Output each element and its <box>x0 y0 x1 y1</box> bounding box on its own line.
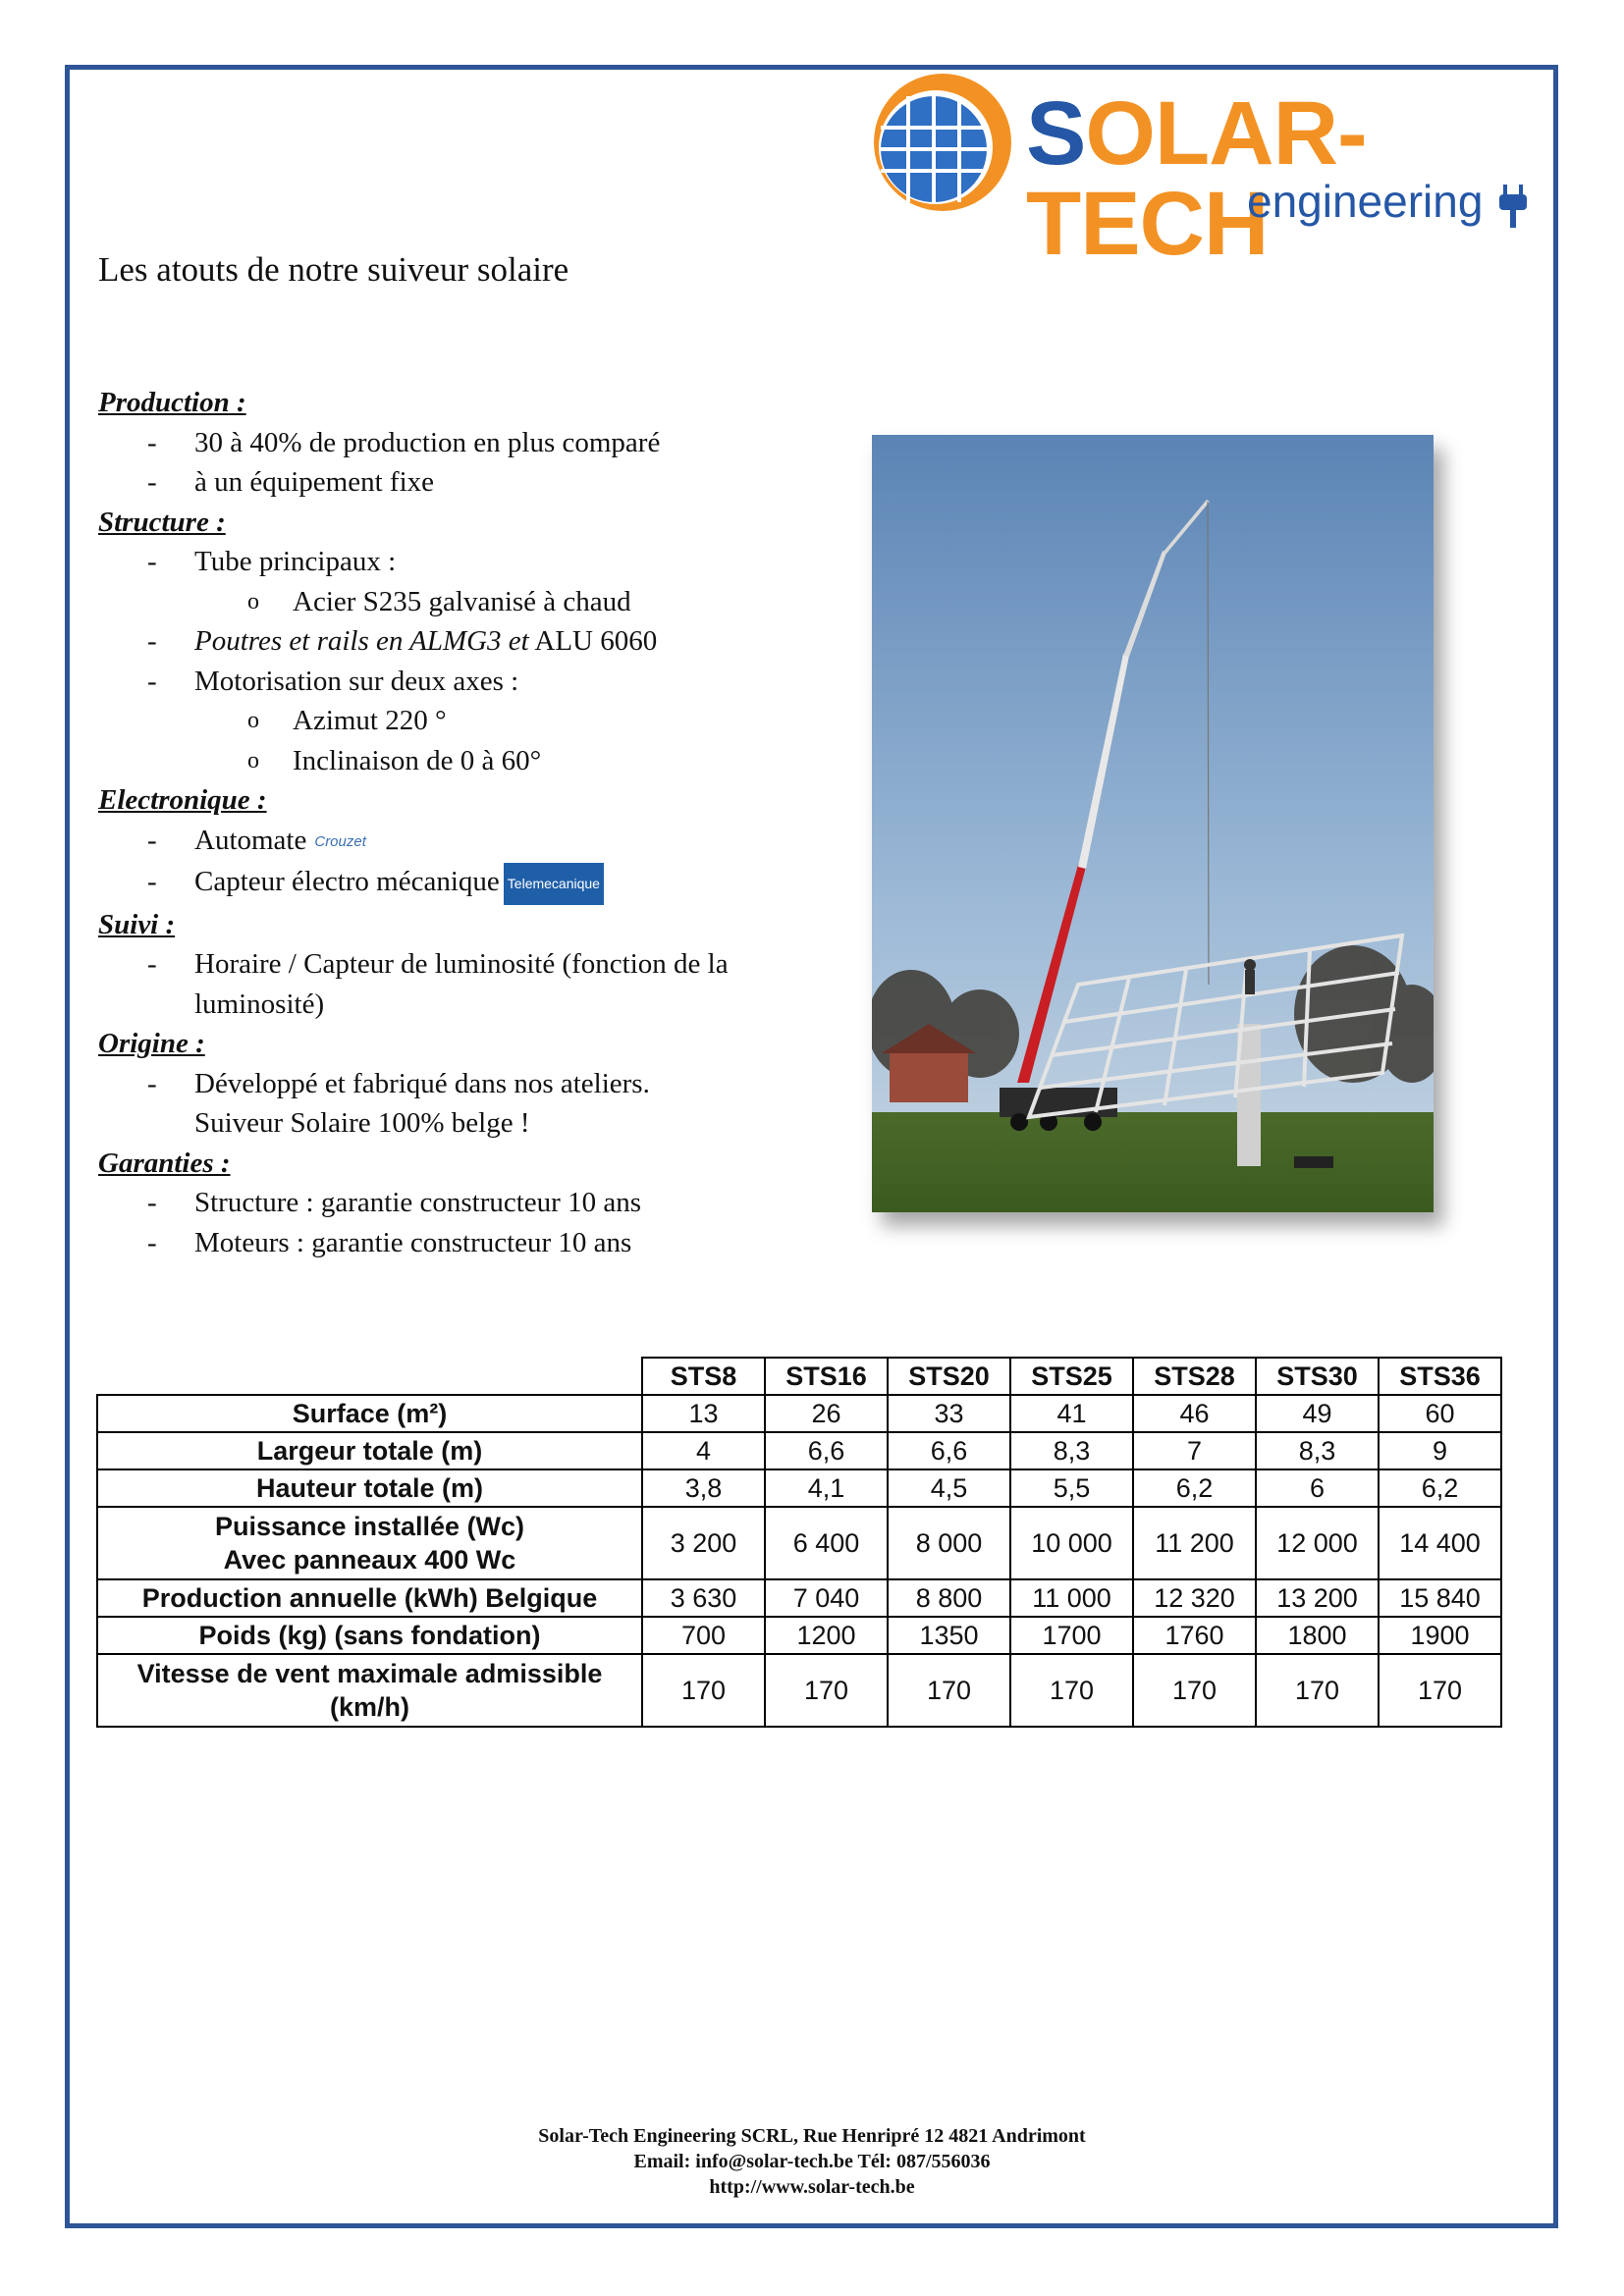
table-cell: 5,5 <box>1010 1469 1133 1507</box>
brand-rest: LAR-TECH <box>1026 83 1367 274</box>
table-cell: 1800 <box>1256 1617 1379 1654</box>
table-cell: 4,1 <box>765 1469 888 1507</box>
table-cell: 8,3 <box>1256 1432 1379 1469</box>
list-item-text: Horaire / Capteur de luminosité (fonction de la <box>194 948 729 981</box>
list-item: - Structure : garantie constructeur 10 ans <box>98 1183 844 1223</box>
table-cell: 170 <box>642 1654 765 1727</box>
column-header: STS8 <box>642 1358 765 1395</box>
column-header: STS25 <box>1010 1358 1133 1395</box>
table-cell: 46 <box>1133 1395 1256 1432</box>
row-label <box>97 1507 642 1579</box>
table-cell: 13 <box>642 1395 765 1432</box>
features-list <box>98 383 844 1262</box>
column-header: STS20 <box>888 1358 1010 1395</box>
table-cell: 170 <box>1256 1654 1379 1727</box>
table-cell: 49 <box>1256 1395 1379 1432</box>
table-cell: 1700 <box>1010 1617 1133 1654</box>
table-cell: 3 630 <box>642 1579 765 1617</box>
column-header: STS36 <box>1379 1358 1501 1395</box>
section-heading-production: Production : <box>98 387 246 418</box>
table-cell: 26 <box>765 1395 888 1432</box>
list-item-continuation: luminosité) <box>194 988 325 1020</box>
list-item: - Motorisation sur deux axes : <box>98 662 844 702</box>
sub-list-item: o Azimut 220 ° <box>98 701 844 741</box>
crane-solar-tracker-image <box>872 435 1434 1212</box>
table-cell: 12 320 <box>1133 1579 1256 1617</box>
row-label <box>97 1654 642 1727</box>
table-cell: 170 <box>1133 1654 1256 1727</box>
column-header: STS28 <box>1133 1358 1256 1395</box>
table-cell: 170 <box>1010 1654 1133 1727</box>
row-label: Largeur totale (m) <box>97 1432 642 1469</box>
list-item-text: Automate <box>194 824 307 856</box>
table-cell: 170 <box>888 1654 1010 1727</box>
footer-address: Solar-Tech Engineering SCRL, Rue Henripré 12 4821 Andrimont <box>538 2125 1086 2147</box>
table-corner <box>97 1358 642 1395</box>
table-cell: 170 <box>765 1654 888 1727</box>
table-row <box>97 1579 1501 1617</box>
table-cell: 4 <box>642 1432 765 1469</box>
table-cell: 8,3 <box>1010 1432 1133 1469</box>
table-row <box>97 1507 1501 1579</box>
brand-tagline: engineering <box>1247 176 1484 227</box>
page-title: Les atouts de notre suiveur solaire <box>98 250 569 289</box>
column-header: STS30 <box>1256 1358 1379 1395</box>
footer-website-link[interactable]: http://www.solar-tech.be <box>709 2176 915 2198</box>
table-cell: 10 000 <box>1010 1507 1133 1579</box>
list-item <box>98 944 844 1024</box>
table-row <box>97 1654 1501 1727</box>
solar-tracker-photo <box>872 435 1434 1212</box>
table-cell: 33 <box>888 1395 1010 1432</box>
table-cell: 6,6 <box>765 1432 888 1469</box>
row-label-line1: Puissance installée (Wc) <box>214 1512 525 1541</box>
row-label: Hauteur totale (m) <box>97 1469 642 1507</box>
list-item-text: Capteur électro mécanique <box>194 866 500 898</box>
table-cell: 14 400 <box>1379 1507 1501 1579</box>
table-cell: 11 000 <box>1010 1579 1133 1617</box>
section-heading-garanties: Garanties : <box>98 1147 231 1179</box>
row-label: Poids (kg) (sans fondation) <box>97 1617 642 1654</box>
list-item-italic: Poutres et rails en ALMG3 et <box>194 625 529 657</box>
row-label-line2: (km/h) <box>330 1692 409 1722</box>
sub-list-item: o Acier S235 galvanisé à chaud <box>98 582 844 622</box>
specifications-table <box>96 1357 1502 1728</box>
table-cell: 1900 <box>1379 1617 1501 1654</box>
table-cell: 700 <box>642 1617 765 1654</box>
list-item: - Moteurs : garantie constructeur 10 ans <box>98 1223 844 1263</box>
solar-tech-logo <box>869 69 1556 274</box>
table-cell: 6,2 <box>1133 1469 1256 1507</box>
section-heading-structure: Structure : <box>98 506 226 538</box>
table-cell: 6 400 <box>765 1507 888 1579</box>
table-cell: 3,8 <box>642 1469 765 1507</box>
table-cell: 13 200 <box>1256 1579 1379 1617</box>
table-cell: 12 000 <box>1256 1507 1379 1579</box>
table-cell: 170 <box>1379 1654 1501 1727</box>
table-cell: 60 <box>1379 1395 1501 1432</box>
footer-contact: Email: info@solar-tech.be Tél: 087/556036 <box>633 2151 991 2172</box>
table-header-row <box>97 1358 1501 1395</box>
table-cell: 1350 <box>888 1617 1010 1654</box>
list-item: - à un équipement fixe <box>98 462 844 503</box>
list-item: - 30 à 40% de production en plus comparé <box>98 423 844 463</box>
footer <box>0 2123 1624 2200</box>
list-item <box>98 821 844 863</box>
list-item <box>98 621 844 662</box>
table-cell: 41 <box>1010 1395 1133 1432</box>
table-cell: 3 200 <box>642 1507 765 1579</box>
table-cell: 7 <box>1133 1432 1256 1469</box>
table-cell: 4,5 <box>888 1469 1010 1507</box>
section-heading-suivi: Suivi : <box>98 908 176 940</box>
row-label-line1: Vitesse de vent maximale admissible <box>136 1659 603 1688</box>
table-row <box>97 1617 1501 1654</box>
table-cell: 1200 <box>765 1617 888 1654</box>
table-cell: 11 200 <box>1133 1507 1256 1579</box>
table-cell: 15 840 <box>1379 1579 1501 1617</box>
section-heading-electronique: Electronique : <box>98 784 267 816</box>
telemecanique-logo: Telemecanique <box>504 863 604 905</box>
table-cell: 9 <box>1379 1432 1501 1469</box>
list-item <box>98 1064 844 1144</box>
list-item-rest: ALU 6060 <box>528 625 658 657</box>
table-row <box>97 1469 1501 1507</box>
brand-o-glyph: O <box>1085 83 1155 184</box>
sun-panel-icon <box>869 69 1016 216</box>
list-item: - Tube principaux : <box>98 542 844 582</box>
list-item-continuation: Suiveur Solaire 100% belge ! <box>194 1107 530 1140</box>
section-heading-origine: Origine : <box>98 1028 205 1060</box>
list-item-text: Développé et fabriqué dans nos ateliers. <box>194 1067 650 1099</box>
table-cell: 8 800 <box>888 1579 1010 1617</box>
row-label: Surface (m²) <box>97 1395 642 1432</box>
table-cell: 8 000 <box>888 1507 1010 1579</box>
table-cell: 6 <box>1256 1469 1379 1507</box>
table-cell: 1760 <box>1133 1617 1256 1654</box>
table-row <box>97 1395 1501 1432</box>
row-label-line2: Avec panneaux 400 Wc <box>223 1545 516 1575</box>
sub-list-item: o Inclinaison de 0 à 60° <box>98 741 844 781</box>
plug-icon <box>1497 179 1533 230</box>
brand-s: S <box>1026 83 1086 184</box>
table-cell: 7 040 <box>765 1579 888 1617</box>
table-cell: 6,2 <box>1379 1469 1501 1507</box>
row-label: Production annuelle (kWh) Belgique <box>97 1579 642 1617</box>
column-header: STS16 <box>765 1358 888 1395</box>
list-item <box>98 862 844 905</box>
table-row <box>97 1432 1501 1469</box>
crouzet-logo: Crouzet <box>314 832 366 850</box>
table-cell: 6,6 <box>888 1432 1010 1469</box>
